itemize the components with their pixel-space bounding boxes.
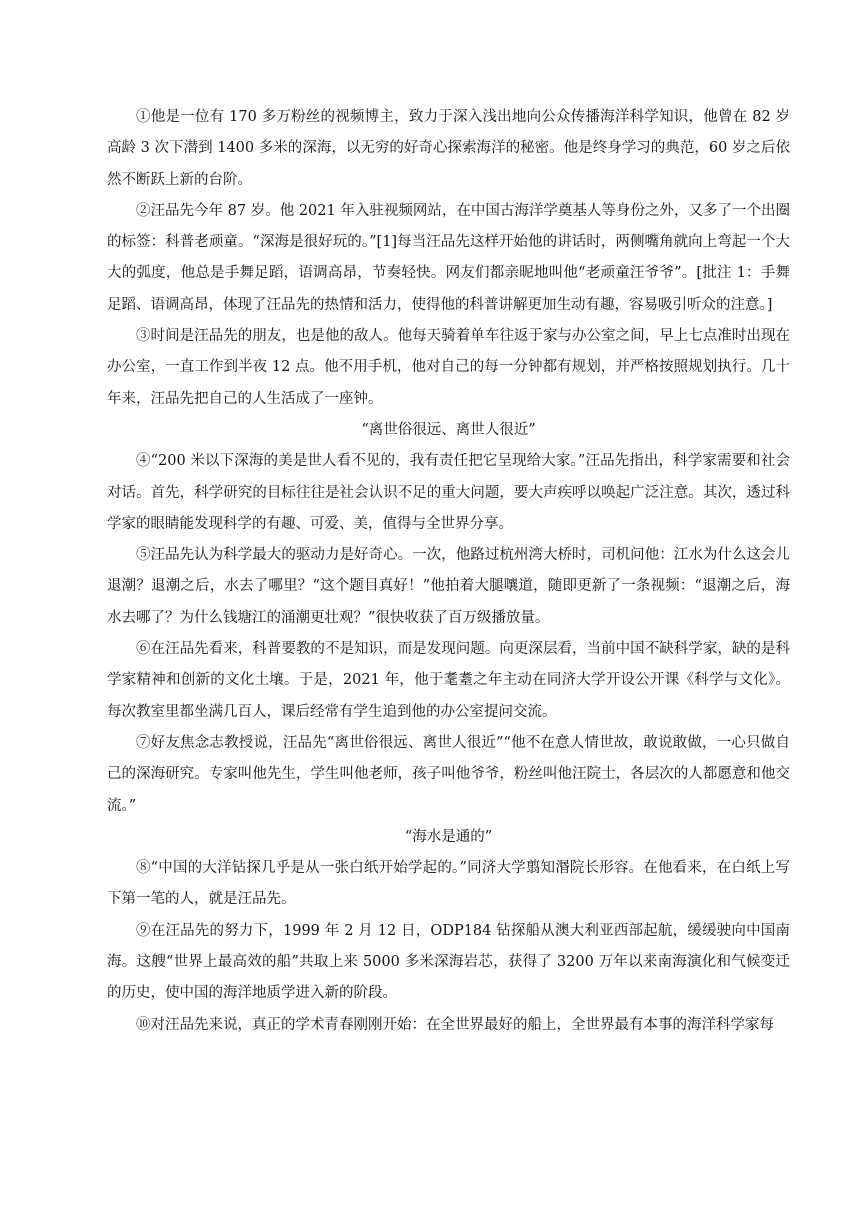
paragraph-5: ⑤汪品先认为科学最大的驱动力是好奇心。一次，他路过杭州湾大桥时，司机问他：江水为什么这会儿退潮？退潮之后，水去了哪里？“这个题目真好！”他拍着大腿嚷道，随即更新了一条视频：“退潮之后，海水去哪了？为什么钱塘江的涌潮更壮观？”很快收获了百万级播放量。 xyxy=(107,547,790,626)
paragraph-2: ②汪品先今年 87 岁。他 2021 年入驻视频网站，在中国古海洋学奠基人等身份之外，又多了一个出圈的标签：科普老顽童。“深海是很好玩的。”[1]每当汪品先这样开始他的讲话时，两侧嘴角就向上弯起一个大大的弧度，他总是手舞足蹈，语调高昂，节奏轻快。网友们都亲昵地叫他“老顽童汪爷爷”。[批注 1：手舞足蹈、语调高昂，体现了汪品先的热情和活力，使得他的科普讲解更加生动有趣，容易吸引听众的注意。] xyxy=(107,202,790,313)
paragraph-6: ⑥在汪品先看来，科普要教的不是知识，而是发现问题。向更深层看，当前中国不缺科学家，缺的是科学家精神和创新的文化土壤。于是，2021 年，他于耄耋之年主动在同济大学开设公开课《科学与文化》。每次教室里都坐满几百人，课后经常有学生追到他的办公室提问交流。 xyxy=(107,641,790,720)
paragraph-7: ⑦好友焦念志教授说，汪品先“离世俗很远、离世人很近”“他不在意人情世故，敢说敢做，一心只做自己的深海研究。专家叫他先生，学生叫他老师，孩子叫他爷爷，粉丝叫他汪院士，各层次的人都愿意和他交流。” xyxy=(107,734,790,814)
section-heading-1: “离世俗很远、离世人很近” xyxy=(361,421,536,438)
paragraph-1: ①他是一位有 170 多万粉丝的视频博主，致力于深入浅出地向公众传播海洋科学知识，他曾在 82 岁高龄 3 次下潜到 1400 多米的深海，以无穷的好奇心探索海洋的秘密。他是终身学习的典范，60 岁之后依然不断跃上新的台阶。 xyxy=(107,109,790,188)
paragraph-8: ⑧“中国的大洋钻探几乎是从一张白纸开始学起的。”同济大学翦知湣院长形容。在他看来，在白纸上写下第一笔的人，就是汪品先。 xyxy=(107,860,790,908)
paragraph-9: ⑨在汪品先的努力下，1999 年 2 月 12 日，ODP184 钻探船从澳大利亚西部起航，缓缓驶向中国南海。这艘“世界上最高效的船”共取上来 5000 多米深海岩芯，获得了 3200 万年以来南海演化和气候变迁的历史，使中国的海洋地质学进入新的阶段。 xyxy=(107,922,790,1002)
section-heading-2: “海水是通的” xyxy=(404,828,493,845)
article-body xyxy=(107,102,790,1041)
paragraph-4: ④“200 米以下深海的美是世人看不见的，我有责任把它呈现给大家。”汪品先指出，科学家需要和社会对话。首先，科学研究的目标往往是社会认识不足的重大问题，要大声疾呼以唤起广泛注意。其次，透过科学家的眼睛能发现科学的有趣、可爱、美，值得与全世界分享。 xyxy=(107,453,790,532)
paragraph-10: ⑩对汪品先来说，真正的学术青春刚刚开始：在全世界最好的船上，全世界最有本事的海洋科学家每 xyxy=(136,1016,774,1033)
paragraph-3: ③时间是汪品先的朋友，也是他的敌人。他每天骑着单车往返于家与办公室之间，早上七点准时出现在办公室，一直工作到半夜 12 点。他不用手机，他对自己的每一分钟都有规划，并严格按照规划执行。几十年来，汪品先把自己的人生活成了一座钟。 xyxy=(107,328,790,407)
